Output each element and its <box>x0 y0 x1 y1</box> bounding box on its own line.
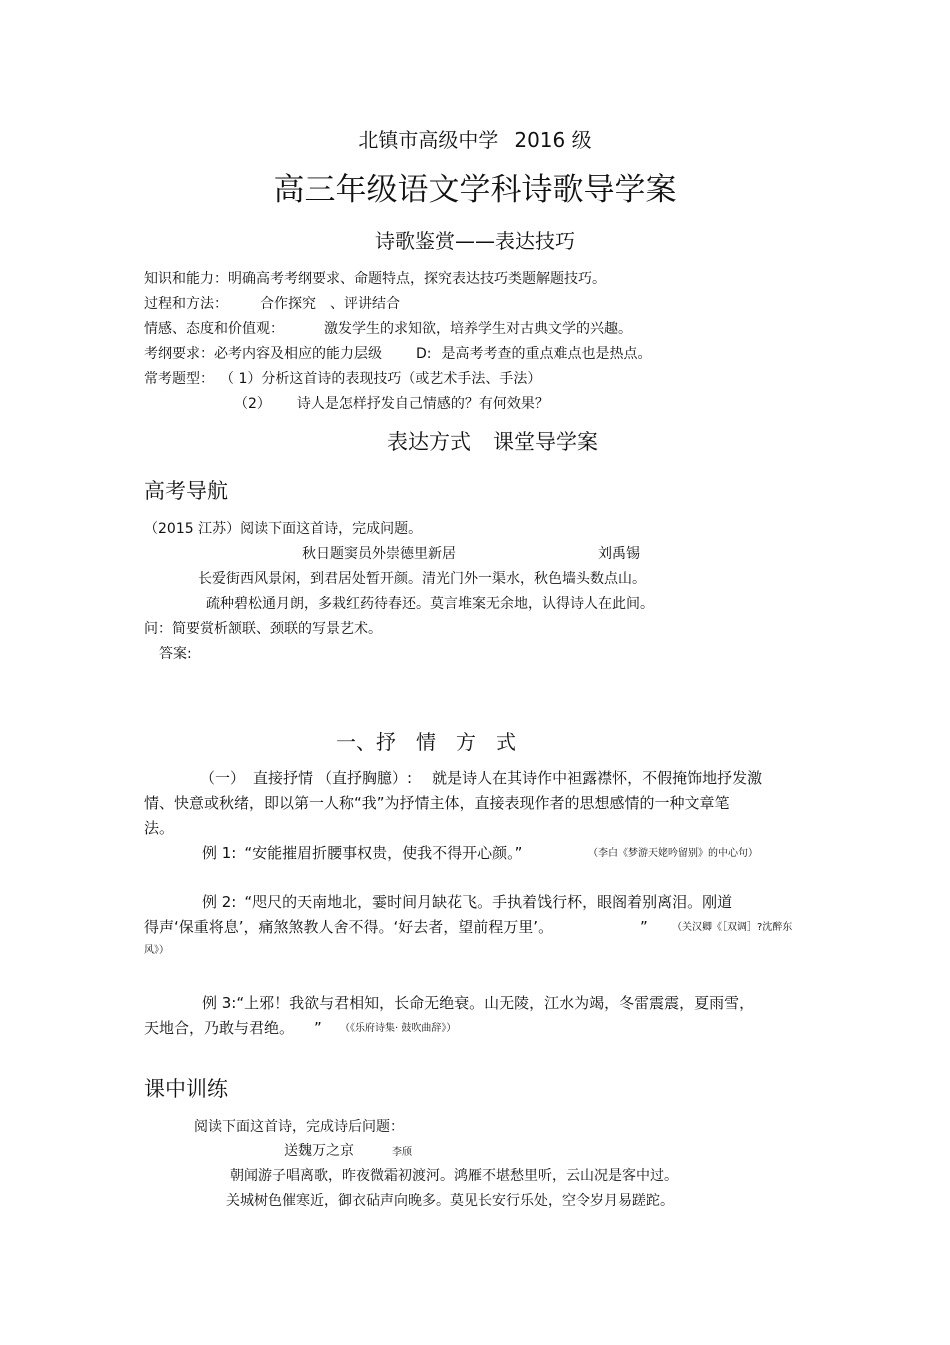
part1-heading: 一、抒 情 方 式 <box>336 730 516 754</box>
training-heading: 课中训练 <box>144 1077 228 1101</box>
objective-text: 激发学生的求知欲，培养学生对古典文学的兴趣。 <box>324 321 632 337</box>
objective-label: 知识和能力： <box>144 271 228 287</box>
section-heading-left: 表达方式 <box>387 430 471 454</box>
example-3-closing-quote: ” <box>314 1019 322 1037</box>
training-intro: 阅读下面这首诗，完成诗后问题： <box>194 1119 404 1135</box>
definition-text: 就是诗人在其诗作中袒露襟怀，不假掩饰地抒发激 <box>432 769 763 787</box>
objective-knowledge <box>144 271 606 288</box>
example-text: “咫尺的天南地北，霎时间月缺花飞。手执着饯行杯，眼阁着别离泪。刚道 <box>244 893 733 911</box>
gaokao-poem-line: 长爱街西风景闲，到君居处暂开颜。清光门外一渠水，秋色墙头数点山。 <box>198 571 646 587</box>
example-1-source: （李白《梦游天姥吟留别》的中心句） <box>588 848 758 859</box>
objective-label: 考纲要求： <box>144 346 214 362</box>
section-heading-right: 课堂导学案 <box>493 430 598 454</box>
training-poem-author: 李颀 <box>392 1147 412 1158</box>
objective-text: 合作探究 、评讲结合 <box>260 296 400 312</box>
example-3-line-2 <box>144 1019 322 1037</box>
school-line <box>0 128 950 152</box>
gaokao-question: 问：简要赏析颔联、颈联的写景艺术。 <box>144 621 382 637</box>
question-type-2: 诗人是怎样抒发自己情感的？有何效果？ <box>296 396 549 412</box>
page-subtitle: 诗歌鉴赏——表达技巧 <box>375 229 575 253</box>
question-type-1: （ 1）分析这首诗的表现技巧（或艺术手法、手法） <box>220 371 542 387</box>
gaokao-intro: （2015 江苏）阅读下面这首诗，完成问题。 <box>144 521 423 537</box>
objective-attitude <box>144 321 632 338</box>
definition-paren: （直抒胸臆）: <box>317 769 413 787</box>
definition-number: （一） <box>200 769 246 787</box>
example-1 <box>202 844 522 862</box>
objective-syllabus <box>144 346 652 363</box>
example-2-source-cont: 风》） <box>144 945 169 956</box>
example-text: “上邪！我欲与君相知，长命无绝衰。山无陵，江水为竭，冬雷震震，夏雨雪， <box>236 994 755 1012</box>
objective-text: 明确高考考纲要求、命题特点，探究表达技巧类题解题技巧。 <box>228 271 606 287</box>
ability-level: D: <box>416 346 432 362</box>
objective-question-types <box>144 371 541 388</box>
objective-note: 是高考考查的重点难点也是热点。 <box>441 346 652 362</box>
gaokao-heading: 高考导航 <box>144 479 228 503</box>
gaokao-poem-title: 秋日题窦员外崇德里新居 <box>302 546 456 562</box>
grade-label: 2016 级 <box>514 128 592 152</box>
objective-label: 情感、态度和价值观： <box>144 321 284 337</box>
question-type-2-number: （2） <box>234 396 271 412</box>
example-2-line-2: 得声‘保重将息’，痛煞煞教人舍不得。‘好去者，望前程万里’。 <box>144 918 554 936</box>
gaokao-poem-line: 疏种碧松通月朗，多栽红药待春还。莫言堆案无余地，认得诗人在此间。 <box>206 596 654 612</box>
definition-term: 直接抒情 <box>253 769 314 787</box>
training-poem-line: 朝闻游子唱离歌，昨夜微霜初渡河。鸿雁不堪愁里听，云山况是客中过。 <box>230 1168 678 1184</box>
example-2-line-1 <box>202 893 732 911</box>
example-3-source: （《乐府诗集· 鼓吹曲辞》） <box>340 1023 457 1034</box>
gaokao-answer-label: 答案: <box>159 646 192 662</box>
example-label: 例 1: <box>202 844 237 862</box>
example-label: 例 2: <box>202 893 237 911</box>
example-text: 天地合，乃敢与君绝。 <box>144 1019 295 1037</box>
training-poem-title: 送魏万之京 <box>284 1143 354 1159</box>
objective-process <box>144 296 400 313</box>
example-2-closing-quote: ” <box>640 918 648 936</box>
school-name: 北镇市高级中学 <box>358 128 499 152</box>
question-type-2-line <box>234 396 549 413</box>
example-3-line-1 <box>202 994 754 1012</box>
example-2-source: （关汉卿《［双调］?沈醉东 <box>672 922 793 933</box>
training-poem-line: 关城树色催寒近，御衣砧声向晚多。莫见长安行乐处，空令岁月易蹉跎。 <box>226 1193 674 1209</box>
definition-line-1 <box>200 769 762 787</box>
objective-label: 过程和方法： <box>144 296 228 312</box>
objective-text: 必考内容及相应的能力层级 <box>214 346 382 362</box>
objective-label: 常考题型： <box>144 371 214 387</box>
gaokao-poem-author: 刘禹锡 <box>598 546 640 562</box>
page-title: 高三年级语文学科诗歌导学案 <box>273 172 677 208</box>
definition-line-3: 法。 <box>144 819 175 837</box>
example-label: 例 3: <box>202 994 237 1012</box>
definition-line-2: 情、快意或秋绪，即以第一人称“我”为抒情主体，直接表现作者的思想感情的一种文章笔 <box>144 794 730 812</box>
example-text: “安能摧眉折腰事权贵，使我不得开心颜。” <box>244 844 523 862</box>
section-heading <box>387 430 598 455</box>
